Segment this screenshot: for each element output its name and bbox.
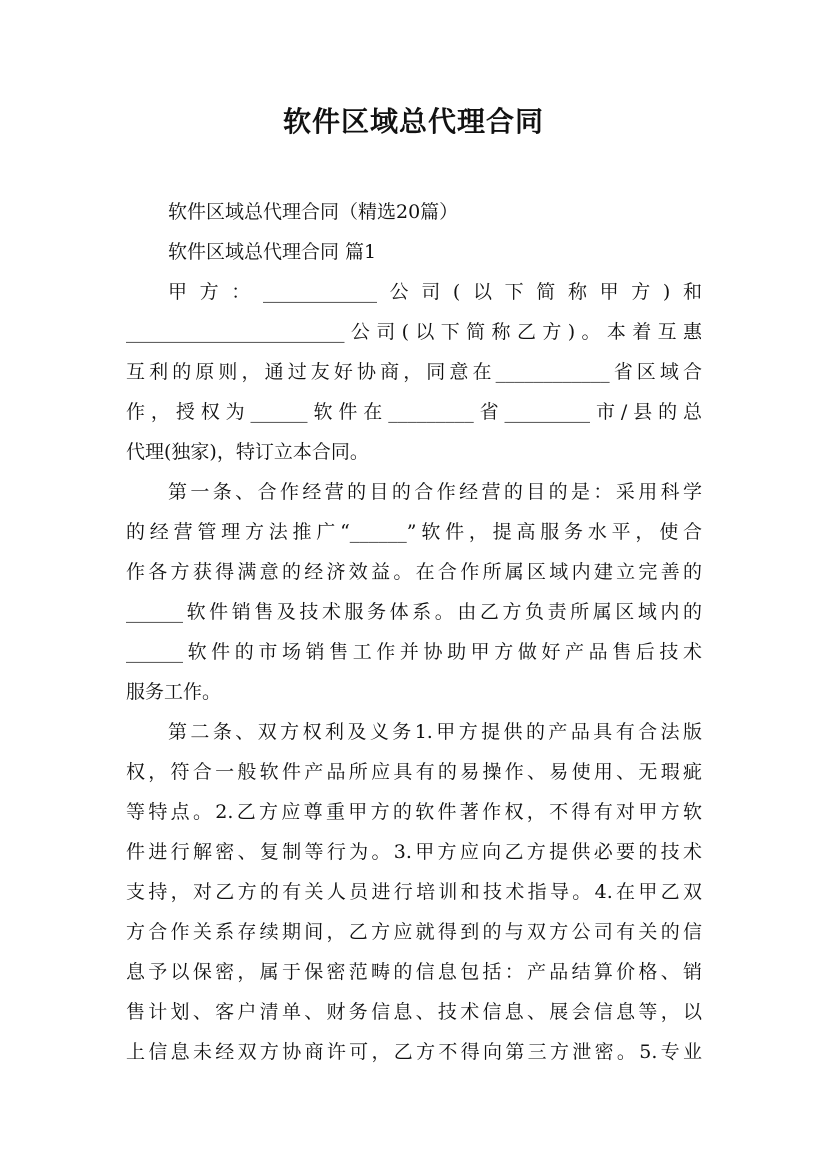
paragraph-line: 代理(独家)，特订立本合同。: [126, 441, 369, 463]
paragraph-line: ______软件的市场销售工作并协助甲方做好产品售后技术: [126, 641, 702, 663]
paragraph-line: 服务工作。: [126, 681, 222, 703]
paragraph-parties: [126, 272, 702, 472]
paragraph-line: 售计划、客户清单、财务信息、技术信息、展会信息等，以: [126, 1001, 702, 1023]
paragraph-line: 第二条、双方权利及义务1.甲方提供的产品具有合法版: [168, 721, 702, 743]
section-heading: 软件区域总代理合同 篇1: [168, 241, 377, 263]
paragraph-line: 息予以保密，属于保密范畴的信息包括：产品结算价格、销: [126, 961, 702, 983]
paragraph-line: 方合作关系存续期间，乙方应就得到的与双方公司有关的信: [126, 921, 702, 943]
paragraph-line: 权，符合一般软件产品所应具有的易操作、易使用、无瑕疵: [126, 761, 702, 783]
paragraph-line: 等特点。2.乙方应尊重甲方的软件著作权，不得有对甲方软: [126, 801, 702, 823]
paragraph-line: 的经营管理方法推广“______”软件，提高服务水平，使合: [126, 521, 702, 543]
paragraph-line: 第一条、合作经营的目的合作经营的目的是：采用科学: [168, 481, 702, 503]
paragraph-line: 支持，对乙方的有关人员进行培训和技术指导。4.在甲乙双: [126, 881, 702, 903]
paragraph-line: 甲方：____________公司(以下简称甲方)和: [168, 281, 702, 303]
paragraph-line: 作，授权为______软件在_________省_________市/县的总: [126, 401, 702, 423]
paragraph-line: ______软件销售及技术服务体系。由乙方负责所属区域内的: [126, 601, 702, 623]
paragraph-article-2: [126, 712, 702, 1072]
paragraph-article-1: [126, 472, 702, 712]
paragraph-line: 上信息未经双方协商许可，乙方不得向第三方泄密。5.专业: [126, 1041, 702, 1063]
document-subtitle: 软件区域总代理合同（精选20篇）: [168, 201, 459, 223]
paragraph-line: 互利的原则，通过友好协商，同意在____________省区域合: [126, 361, 702, 383]
paragraph-line: 件进行解密、复制等行为。3.甲方应向乙方提供必要的技术: [126, 841, 702, 863]
document-body: [126, 192, 702, 1072]
document-title: 软件区域总代理合同: [282, 105, 544, 138]
paragraph-line: _______________________公司(以下简称乙方)。本着互惠: [126, 321, 702, 343]
paragraph-line: 作各方获得满意的经济效益。在合作所属区域内建立完善的: [126, 561, 702, 583]
